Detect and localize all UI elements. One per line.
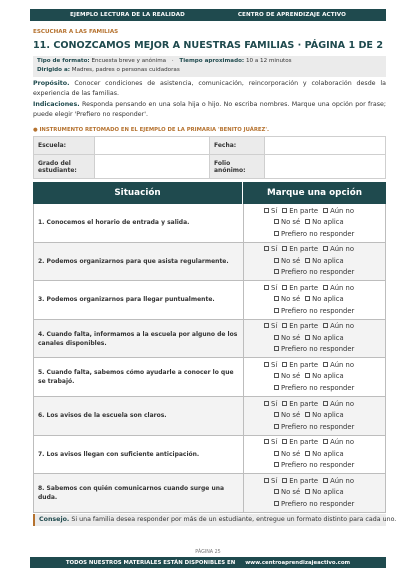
- checkbox-icon: [305, 412, 310, 417]
- option-label: No sé: [281, 256, 301, 265]
- question-row: [33, 204, 386, 243]
- checkbox-icon: [305, 258, 310, 263]
- option-yes[interactable]: [264, 245, 277, 253]
- option-label: Aún no: [330, 322, 354, 331]
- option-prefer_not[interactable]: [274, 500, 354, 508]
- option-label: En parte: [289, 283, 319, 292]
- purpose-paragraph: [33, 79, 386, 99]
- checkbox-icon: [282, 439, 287, 444]
- page-number: PÁGINA 25: [195, 550, 221, 555]
- option-label: Aún no: [330, 399, 354, 408]
- option-label: Sí: [271, 322, 278, 331]
- option-label: Prefiero no responder: [281, 422, 355, 431]
- checkbox-icon: [274, 424, 279, 429]
- option-prefer_not[interactable]: [274, 268, 354, 276]
- footer-left: TODOS NUESTROS MATERIALES ESTÁN DISPONIBLES EN: [65, 559, 236, 566]
- option-label: No aplica: [312, 295, 344, 304]
- option-label: Prefiero no responder: [281, 345, 355, 354]
- option-dont_know[interactable]: [274, 372, 300, 380]
- option-label: Sí: [271, 476, 278, 485]
- checkbox-icon: [274, 296, 279, 301]
- option-label: No sé: [281, 218, 301, 227]
- checkbox-icon: [323, 323, 328, 328]
- audience-value: Madres, padres o personas cuidadoras: [71, 67, 180, 73]
- checkbox-icon: [274, 373, 279, 378]
- checkbox-icon: [282, 246, 287, 251]
- options-group: [244, 474, 385, 512]
- option-label: Sí: [271, 399, 278, 408]
- checkbox-icon: [264, 439, 269, 444]
- option-label: No aplica: [312, 333, 344, 342]
- option-label: Prefiero no responder: [281, 306, 355, 315]
- checkbox-icon: [264, 323, 269, 328]
- option-partial[interactable]: [282, 284, 318, 292]
- option-label: Aún no: [330, 360, 354, 369]
- option-label: No aplica: [312, 411, 344, 420]
- option-not_yet[interactable]: [323, 400, 354, 408]
- audience-label: Dirigido a:: [37, 67, 70, 73]
- option-na[interactable]: [305, 334, 344, 342]
- purpose-text: Conocer condiciones de asistencia, comunicación, reincorporación y colaboración desde la experiencia de las familias.: [33, 80, 386, 97]
- checkbox-icon: [264, 208, 269, 213]
- advice-box: [33, 514, 397, 526]
- option-partial[interactable]: [282, 322, 318, 330]
- checkbox-icon: [274, 269, 279, 274]
- option-yes[interactable]: [264, 477, 277, 485]
- checkbox-icon: [305, 219, 310, 224]
- option-label: En parte: [289, 438, 319, 447]
- format-value: Encuesta breve y anónima: [91, 58, 167, 64]
- option-label: Sí: [271, 438, 278, 447]
- checkbox-icon: [305, 373, 310, 378]
- option-not_yet[interactable]: [323, 245, 354, 253]
- date-field[interactable]: [265, 137, 386, 155]
- checkbox-icon: [264, 246, 269, 251]
- option-label: Sí: [271, 206, 278, 215]
- option-label: Sí: [271, 283, 278, 292]
- question-row: [33, 436, 386, 475]
- question-text: 2. Podemos organizarnos para que asista regularmente.: [34, 243, 244, 281]
- question-text: 7. Los avisos llegan con suficiente anticipación.: [34, 436, 244, 474]
- option-label: No sé: [281, 295, 301, 304]
- checkbox-icon: [274, 231, 279, 236]
- checkbox-icon: [282, 362, 287, 367]
- grade-label: Grado del estudiante:: [34, 155, 95, 179]
- checkbox-icon: [305, 296, 310, 301]
- options-group: [244, 204, 385, 242]
- option-label: No sé: [281, 411, 301, 420]
- instructions-text: Responda pensando en una sola hija o hijo. No escriba nombres. Marque una opción por frase; puede elegir 'Prefiero no responder'.: [33, 101, 386, 118]
- option-label: En parte: [289, 206, 319, 215]
- option-prefer_not[interactable]: [274, 423, 354, 431]
- folio-label: Folio anónimo:: [210, 155, 265, 179]
- option-header: Marque una opción: [266, 188, 363, 198]
- option-label: Prefiero no responder: [281, 268, 355, 277]
- checkbox-icon: [274, 462, 279, 467]
- checkbox-icon: [323, 208, 328, 213]
- info-box: [33, 56, 386, 77]
- instructions-label: Indicaciones.: [33, 101, 80, 108]
- option-prefer_not[interactable]: [274, 345, 354, 353]
- situation-header: Situación: [33, 182, 243, 204]
- option-prefer_not[interactable]: [274, 384, 354, 392]
- advice-text: Si una familia desea responder por más de un estudiante, entregue un formato distinto para cada uno.: [71, 516, 397, 523]
- option-na[interactable]: [305, 218, 344, 226]
- option-dont_know[interactable]: [274, 257, 300, 265]
- info-line-2: [37, 66, 382, 75]
- option-label: No sé: [281, 449, 301, 458]
- checkbox-icon: [323, 478, 328, 483]
- option-label: En parte: [289, 245, 319, 254]
- option-label: En parte: [289, 476, 319, 485]
- option-na[interactable]: [305, 450, 344, 458]
- option-partial[interactable]: [282, 245, 318, 253]
- checkbox-icon: [323, 285, 328, 290]
- checkbox-icon: [274, 346, 279, 351]
- checkbox-icon: [264, 401, 269, 406]
- option-label: No aplica: [312, 256, 344, 265]
- checkbox-icon: [305, 335, 310, 340]
- identification-table: [33, 136, 386, 179]
- checkbox-icon: [274, 258, 279, 263]
- option-label: No aplica: [312, 449, 344, 458]
- option-label: No sé: [281, 333, 301, 342]
- question-text: 5. Cuando falta, sabemos cómo ayudarle a conocer lo que se trabajó.: [34, 358, 244, 396]
- option-not_yet[interactable]: [323, 361, 354, 369]
- option-label: No aplica: [312, 488, 344, 497]
- header-right: CENTRO DE APRENDIZAJE ACTIVO: [237, 12, 346, 18]
- option-label: Aún no: [330, 476, 354, 485]
- checkbox-icon: [274, 489, 279, 494]
- option-label: En parte: [289, 322, 319, 331]
- option-prefer_not[interactable]: [274, 461, 354, 469]
- options-group: [244, 281, 385, 319]
- time-value: 10 a 12 minutos: [245, 58, 292, 64]
- question-text: 3. Podemos organizarnos para llegar puntualmente.: [34, 281, 244, 319]
- option-label: No aplica: [312, 372, 344, 381]
- time-label: Tiempo aproximado:: [179, 58, 245, 64]
- checkbox-icon: [282, 285, 287, 290]
- question-text: 6. Los avisos de la escuela son claros.: [34, 397, 244, 435]
- option-na[interactable]: [305, 257, 344, 265]
- checkbox-icon: [264, 362, 269, 367]
- checkbox-icon: [282, 208, 287, 213]
- checkbox-icon: [264, 478, 269, 483]
- option-label: Prefiero no responder: [281, 383, 355, 392]
- options-group: [244, 436, 385, 474]
- option-prefer_not[interactable]: [274, 307, 354, 315]
- option-dont_know[interactable]: [274, 488, 300, 496]
- question-row: [33, 281, 386, 320]
- date-label: Fecha:: [210, 137, 265, 155]
- question-row: [33, 474, 386, 513]
- checkbox-icon: [274, 219, 279, 224]
- info-line-1: [37, 57, 382, 66]
- footer-link[interactable]: www.centroaprendizajeactivo.com: [245, 559, 351, 566]
- header-bar: [30, 9, 386, 21]
- purpose-label: Propósito.: [33, 80, 70, 87]
- option-dont_know[interactable]: [274, 218, 300, 226]
- question-row: [33, 397, 386, 436]
- checkbox-icon: [264, 285, 269, 290]
- option-dont_know[interactable]: [274, 450, 300, 458]
- footer-bar: [30, 557, 386, 568]
- questions-table: [33, 204, 386, 513]
- school-field[interactable]: [95, 137, 210, 155]
- checkbox-icon: [323, 362, 328, 367]
- option-partial[interactable]: [282, 438, 318, 446]
- option-label: En parte: [289, 360, 319, 369]
- option-yes[interactable]: [264, 207, 277, 215]
- options-group: [244, 320, 385, 358]
- options-group: [244, 358, 385, 396]
- section-label: ESCUCHAR A LAS FAMILIAS: [33, 29, 119, 35]
- question-text: 4. Cuando falta, informamos a la escuela por alguno de los canales disponibles.: [34, 320, 244, 358]
- option-label: Aún no: [330, 206, 354, 215]
- separator-dot: ·: [171, 58, 174, 64]
- option-dont_know[interactable]: [274, 295, 300, 303]
- question-row: [33, 320, 386, 359]
- option-label: Sí: [271, 245, 278, 254]
- checkbox-icon: [305, 451, 310, 456]
- option-not_yet[interactable]: [323, 477, 354, 485]
- option-label: No sé: [281, 488, 301, 497]
- option-yes[interactable]: [264, 400, 277, 408]
- option-not_yet[interactable]: [323, 322, 354, 330]
- option-label: No aplica: [312, 218, 344, 227]
- question-row: [33, 358, 386, 397]
- option-yes[interactable]: [264, 284, 277, 292]
- instructions-paragraph: [33, 100, 386, 120]
- checkbox-icon: [274, 501, 279, 506]
- question-text: 1. Conocemos el horario de entrada y salida.: [34, 204, 244, 242]
- questions-header: [33, 182, 386, 204]
- option-yes[interactable]: [264, 322, 277, 330]
- option-na[interactable]: [305, 295, 344, 303]
- option-label: Prefiero no responder: [281, 229, 355, 238]
- option-na[interactable]: [305, 372, 344, 380]
- instrument-note: ● INSTRUMENTO RETOMADO EN EL EJEMPLO DE LA PRIMARIA 'BENITO JUÁREZ'.: [33, 127, 270, 133]
- option-yes[interactable]: [264, 438, 277, 446]
- format-label: Tipo de formato:: [37, 58, 90, 64]
- option-label: En parte: [289, 399, 319, 408]
- options-group: [244, 243, 385, 281]
- question-text: 8. Sabemos con quién comunicarnos cuando surge una duda.: [34, 474, 244, 512]
- option-label: Aún no: [330, 245, 354, 254]
- option-label: Prefiero no responder: [281, 499, 355, 508]
- option-label: No sé: [281, 372, 301, 381]
- checkbox-icon: [323, 439, 328, 444]
- folio-field[interactable]: [265, 155, 386, 179]
- page-title: 11. CONOZCAMOS MEJOR A NUESTRAS FAMILIAS · PÁGINA 1 DE 2: [33, 40, 383, 51]
- checkbox-icon: [282, 323, 287, 328]
- checkbox-icon: [274, 412, 279, 417]
- checkbox-icon: [274, 308, 279, 313]
- checkbox-icon: [305, 489, 310, 494]
- option-partial[interactable]: [282, 207, 318, 215]
- option-not_yet[interactable]: [323, 438, 354, 446]
- option-label: Aún no: [330, 283, 354, 292]
- checkbox-icon: [274, 335, 279, 340]
- checkbox-icon: [282, 401, 287, 406]
- checkbox-icon: [274, 451, 279, 456]
- grade-field[interactable]: [95, 155, 210, 179]
- header-left: EJEMPLO LECTURA DE LA REALIDAD: [70, 12, 185, 18]
- question-row: [33, 243, 386, 282]
- option-not_yet[interactable]: [323, 207, 354, 215]
- option-label: Aún no: [330, 438, 354, 447]
- checkbox-icon: [323, 246, 328, 251]
- option-partial[interactable]: [282, 361, 318, 369]
- option-dont_know[interactable]: [274, 411, 300, 419]
- school-label: Escuela:: [34, 137, 95, 155]
- option-not_yet[interactable]: [323, 284, 354, 292]
- advice-label: Consejo.: [39, 516, 70, 523]
- option-yes[interactable]: [264, 361, 277, 369]
- option-prefer_not[interactable]: [274, 230, 354, 238]
- option-partial[interactable]: [282, 400, 318, 408]
- option-label: Prefiero no responder: [281, 461, 355, 470]
- checkbox-icon: [323, 401, 328, 406]
- option-na[interactable]: [305, 488, 344, 496]
- checkbox-icon: [282, 478, 287, 483]
- option-partial[interactable]: [282, 477, 318, 485]
- option-label: Sí: [271, 360, 278, 369]
- options-group: [244, 397, 385, 435]
- option-dont_know[interactable]: [274, 334, 300, 342]
- checkbox-icon: [274, 385, 279, 390]
- option-na[interactable]: [305, 411, 344, 419]
